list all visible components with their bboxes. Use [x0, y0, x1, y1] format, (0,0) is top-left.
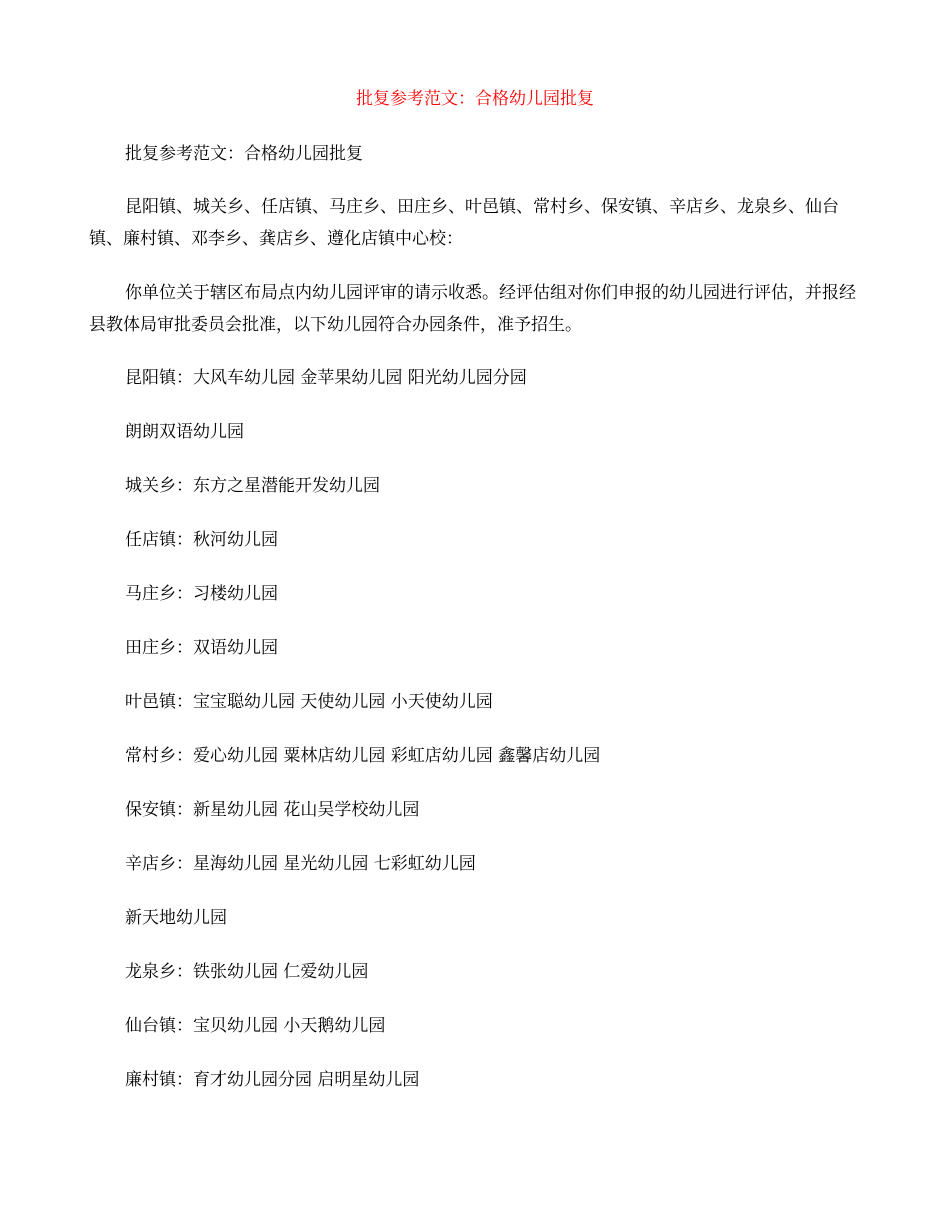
- document-subtitle: 批复参考范文：合格幼儿园批复: [125, 144, 363, 164]
- recipients-paragraph: 昆阳镇、城关乡、任店镇、马庄乡、田庄乡、叶邑镇、常村乡、保安镇、辛店乡、龙泉乡、仙台镇、廉村镇、邓李乡、龚店乡、遵化店镇中心校：: [89, 197, 839, 249]
- body-paragraph: 你单位关于辖区布局点内幼儿园评审的请示收悉。经评估组对你们申报的幼儿园进行评估，并报经县教体局审批委员会批准，以下幼儿园符合办园条件，准予招生。: [89, 283, 856, 335]
- list-item: 新天地幼儿园: [125, 908, 227, 928]
- list-item: 任店镇：秋河幼儿园: [125, 530, 278, 550]
- list-item: 仙台镇：宝贝幼儿园 小天鹅幼儿园: [125, 1016, 386, 1036]
- list-item: 昆阳镇：大风车幼儿园 金苹果幼儿园 阳光幼儿园分园: [125, 368, 527, 388]
- list-item: 城关乡：东方之星潜能开发幼儿园: [125, 476, 380, 496]
- list-item: 廉村镇：育才幼儿园分园 启明星幼儿园: [125, 1070, 420, 1090]
- list-item: 马庄乡：习楼幼儿园: [125, 584, 278, 604]
- document-title: 批复参考范文：合格幼儿园批复: [356, 89, 594, 109]
- list-item: 辛店乡：星海幼儿园 星光幼儿园 七彩虹幼儿园: [125, 854, 476, 874]
- list-item: 保安镇：新星幼儿园 花山吴学校幼儿园: [125, 800, 420, 820]
- list-item: 朗朗双语幼儿园: [125, 422, 244, 442]
- list-item: 常村乡：爱心幼儿园 粟林店幼儿园 彩虹店幼儿园 鑫馨店幼儿园: [125, 746, 601, 766]
- list-item: 龙泉乡：铁张幼儿园 仁爱幼儿园: [125, 962, 369, 982]
- list-item: 田庄乡：双语幼儿园: [125, 638, 278, 658]
- list-item: 叶邑镇：宝宝聪幼儿园 天使幼儿园 小天使幼儿园: [125, 692, 493, 712]
